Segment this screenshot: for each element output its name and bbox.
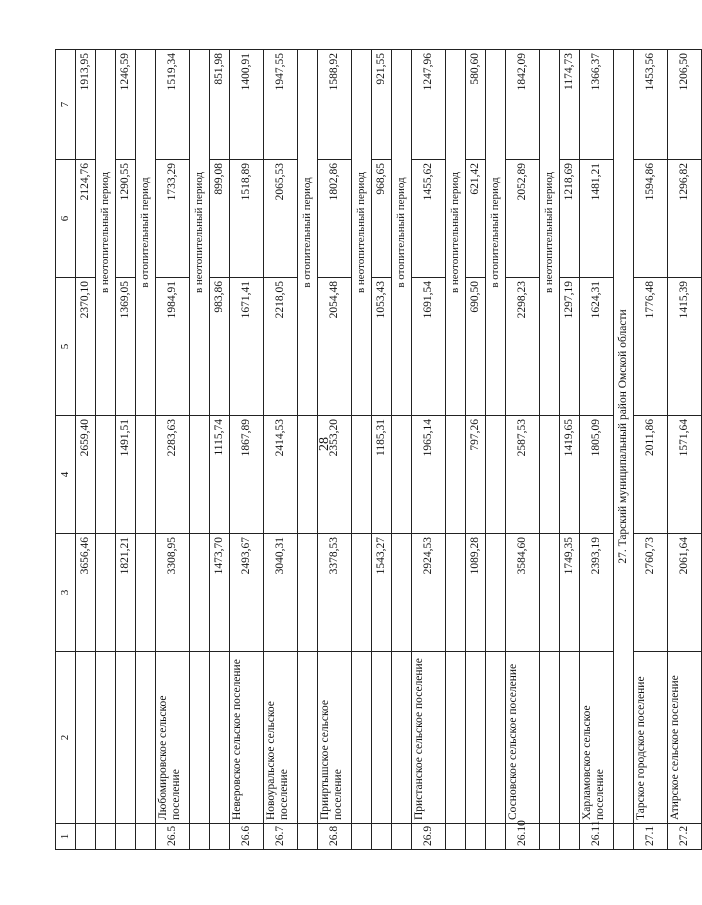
value-cell: 983,86 xyxy=(210,278,230,416)
row-number-cell xyxy=(136,824,156,850)
settlement-name-cell xyxy=(298,652,318,824)
value-cell xyxy=(298,534,318,652)
value-cell: 1571,64 xyxy=(668,416,702,534)
value-cell: 2298,23 xyxy=(506,278,540,416)
settlement-name-cell xyxy=(392,652,412,824)
period-row xyxy=(486,50,506,850)
settlement-name-cell xyxy=(116,652,136,824)
period-label-cell: в отопительный период xyxy=(136,50,156,416)
table-header-row xyxy=(56,50,76,850)
table-row xyxy=(506,50,540,850)
period-row xyxy=(136,50,156,850)
settlement-name-cell: Пристанское сельское поселение xyxy=(412,652,446,824)
value-cell xyxy=(136,416,156,534)
row-number-cell xyxy=(116,824,136,850)
value-cell: 797,26 xyxy=(466,416,486,534)
period-row xyxy=(446,50,466,850)
region-row xyxy=(614,50,634,850)
value-cell xyxy=(96,416,116,534)
row-number-cell xyxy=(486,824,506,850)
settlement-name-cell xyxy=(560,652,580,824)
row-number-cell: 27.2 xyxy=(668,824,702,850)
settlement-name-cell: Прииртышское сельское поселение xyxy=(318,652,352,824)
value-cell: 1776,48 xyxy=(634,278,668,416)
value-cell: 2760,73 xyxy=(634,534,668,652)
header-cell: 7 xyxy=(56,50,76,160)
value-cell: 3308,95 xyxy=(156,534,190,652)
table-row xyxy=(580,50,614,850)
table-row xyxy=(116,50,136,850)
settlement-name-cell xyxy=(540,652,560,824)
row-number-cell xyxy=(446,824,466,850)
value-cell: 1115,74 xyxy=(210,416,230,534)
settlement-name-cell: Тарское городское поселение xyxy=(634,652,668,824)
value-cell: 3378,53 xyxy=(318,534,352,652)
value-cell: 1821,21 xyxy=(116,534,136,652)
value-cell: 2065,53 xyxy=(264,160,298,278)
row-number-cell: 26.7 xyxy=(264,824,298,850)
value-cell: 2414,53 xyxy=(264,416,298,534)
value-cell: 1290,55 xyxy=(116,160,136,278)
value-cell: 1733,29 xyxy=(156,160,190,278)
table-row xyxy=(412,50,446,850)
row-number-cell xyxy=(352,824,372,850)
settlement-name-cell xyxy=(466,652,486,824)
value-cell: 1691,54 xyxy=(412,278,446,416)
period-label-cell: в отопительный период xyxy=(298,50,318,416)
region-title-cell: 27. Тарский муниципальный район Омской области xyxy=(614,50,634,824)
value-cell: 2052,89 xyxy=(506,160,540,278)
value-cell: 3584,60 xyxy=(506,534,540,652)
row-number-cell xyxy=(190,824,210,850)
row-number-cell xyxy=(210,824,230,850)
settlement-name-cell xyxy=(352,652,372,824)
header-cell: 5 xyxy=(56,278,76,416)
row-number-cell: 26.11 xyxy=(580,824,614,850)
value-cell xyxy=(486,416,506,534)
value-cell: 2924,53 xyxy=(412,534,446,652)
value-cell: 1984,91 xyxy=(156,278,190,416)
row-number-cell xyxy=(372,824,392,850)
settlement-name-cell: Любомировское сельское поселение xyxy=(156,652,190,824)
table-row xyxy=(230,50,264,850)
settlement-name-cell xyxy=(210,652,230,824)
settlement-name-cell xyxy=(190,652,210,824)
value-cell: 851,98 xyxy=(210,50,230,160)
value-cell: 1297,19 xyxy=(560,278,580,416)
table-row xyxy=(372,50,392,850)
value-cell: 2218,05 xyxy=(264,278,298,416)
row-number-cell: 27.1 xyxy=(634,824,668,850)
value-cell: 1247,96 xyxy=(412,50,446,160)
value-cell: 1455,62 xyxy=(412,160,446,278)
value-cell: 2061,64 xyxy=(668,534,702,652)
value-cell: 1947,55 xyxy=(264,50,298,160)
page-number: 28 xyxy=(317,437,332,451)
period-row xyxy=(392,50,412,850)
row-number-cell xyxy=(614,824,634,850)
table-row xyxy=(264,50,298,850)
settlement-name-cell xyxy=(96,652,116,824)
value-cell: 1491,51 xyxy=(116,416,136,534)
period-row xyxy=(190,50,210,850)
period-label-cell: в неотопительный период xyxy=(190,50,210,416)
table-row xyxy=(466,50,486,850)
settlement-name-cell xyxy=(136,652,156,824)
settlement-name-cell: Новоуральское сельское поселение xyxy=(264,652,298,824)
value-cell: 1867,89 xyxy=(230,416,264,534)
value-cell: 1588,92 xyxy=(318,50,352,160)
table-row xyxy=(634,50,668,850)
row-number-cell: 26.9 xyxy=(412,824,446,850)
value-cell: 2283,63 xyxy=(156,416,190,534)
row-number-cell xyxy=(76,824,96,850)
period-label-cell: в неотопительный период xyxy=(96,50,116,416)
value-cell: 2124,76 xyxy=(76,160,96,278)
value-cell: 1246,59 xyxy=(116,50,136,160)
value-cell: 1089,28 xyxy=(466,534,486,652)
value-cell: 1802,86 xyxy=(318,160,352,278)
value-cell: 2659,40 xyxy=(76,416,96,534)
value-cell xyxy=(486,534,506,652)
value-cell: 1369,05 xyxy=(116,278,136,416)
settlement-name-cell xyxy=(486,652,506,824)
value-cell xyxy=(352,534,372,652)
value-cell: 1366,37 xyxy=(580,50,614,160)
row-number-cell xyxy=(560,824,580,850)
value-cell: 2370,10 xyxy=(76,278,96,416)
value-cell: 2054,48 xyxy=(318,278,352,416)
value-cell: 1453,56 xyxy=(634,50,668,160)
value-cell: 1913,95 xyxy=(76,50,96,160)
value-cell xyxy=(190,416,210,534)
value-cell: 3040,31 xyxy=(264,534,298,652)
value-cell: 1624,31 xyxy=(580,278,614,416)
header-cell: 6 xyxy=(56,160,76,278)
period-row xyxy=(298,50,318,850)
settlement-name-cell xyxy=(76,652,96,824)
value-cell: 1415,39 xyxy=(668,278,702,416)
period-label-cell: в отопительный период xyxy=(486,50,506,416)
table-row xyxy=(210,50,230,850)
row-number-cell xyxy=(96,824,116,850)
value-cell: 2353,20 xyxy=(318,416,352,534)
value-cell xyxy=(392,416,412,534)
tariff-table xyxy=(55,49,702,850)
header-cell: 1 xyxy=(56,824,76,850)
value-cell xyxy=(190,534,210,652)
value-cell: 1805,09 xyxy=(580,416,614,534)
value-cell: 921,55 xyxy=(372,50,392,160)
value-cell: 621,42 xyxy=(466,160,486,278)
value-cell xyxy=(446,416,466,534)
table-row xyxy=(318,50,352,850)
value-cell: 1518,89 xyxy=(230,160,264,278)
row-number-cell xyxy=(540,824,560,850)
table-row xyxy=(560,50,580,850)
value-cell: 968,65 xyxy=(372,160,392,278)
value-cell: 1053,43 xyxy=(372,278,392,416)
value-cell xyxy=(96,534,116,652)
rotated-table-wrapper xyxy=(55,50,690,850)
settlement-name-cell: Сосновское сельское поселение xyxy=(506,652,540,824)
row-number-cell: 26.10 xyxy=(506,824,540,850)
value-cell: 2011,86 xyxy=(634,416,668,534)
settlement-name-cell xyxy=(446,652,466,824)
settlement-name-cell: Неверовское сельское поселение xyxy=(230,652,264,824)
period-row xyxy=(96,50,116,850)
value-cell: 2493,67 xyxy=(230,534,264,652)
value-cell: 1481,21 xyxy=(580,160,614,278)
value-cell xyxy=(446,534,466,652)
period-label-cell: в неотопительный период xyxy=(352,50,372,416)
row-number-cell xyxy=(392,824,412,850)
value-cell: 1206,50 xyxy=(668,50,702,160)
settlement-name-cell xyxy=(372,652,392,824)
value-cell: 1519,34 xyxy=(156,50,190,160)
value-cell xyxy=(540,416,560,534)
value-cell: 1400,91 xyxy=(230,50,264,160)
value-cell xyxy=(540,534,560,652)
value-cell: 1594,86 xyxy=(634,160,668,278)
period-label-cell: в неотопительный период xyxy=(540,50,560,416)
table-row xyxy=(668,50,702,850)
value-cell: 1473,70 xyxy=(210,534,230,652)
header-cell: 2 xyxy=(56,652,76,824)
value-cell xyxy=(136,534,156,652)
value-cell xyxy=(298,416,318,534)
row-number-cell: 26.6 xyxy=(230,824,264,850)
period-label-cell: в отопительный период xyxy=(392,50,412,416)
row-number-cell: 26.5 xyxy=(156,824,190,850)
value-cell xyxy=(352,416,372,534)
header-cell: 4 xyxy=(56,416,76,534)
value-cell: 1842,09 xyxy=(506,50,540,160)
value-cell: 1543,27 xyxy=(372,534,392,652)
value-cell: 2393,19 xyxy=(580,534,614,652)
value-cell: 3656,46 xyxy=(76,534,96,652)
value-cell: 1185,31 xyxy=(372,416,392,534)
row-number-cell: 26.8 xyxy=(318,824,352,850)
header-cell: 3 xyxy=(56,534,76,652)
settlement-name-cell: Харламовское сельское поселение xyxy=(580,652,614,824)
value-cell: 1671,41 xyxy=(230,278,264,416)
row-number-cell xyxy=(298,824,318,850)
value-cell: 1749,35 xyxy=(560,534,580,652)
value-cell: 1965,14 xyxy=(412,416,446,534)
value-cell: 580,60 xyxy=(466,50,486,160)
value-cell: 1419,65 xyxy=(560,416,580,534)
value-cell: 690,50 xyxy=(466,278,486,416)
value-cell: 1218,69 xyxy=(560,160,580,278)
settlement-name-cell: Атирское сельское поселение xyxy=(668,652,702,824)
period-label-cell: в неотопительный период xyxy=(446,50,466,416)
value-cell: 2587,53 xyxy=(506,416,540,534)
value-cell: 1296,82 xyxy=(668,160,702,278)
value-cell: 1174,73 xyxy=(560,50,580,160)
value-cell xyxy=(392,534,412,652)
period-row xyxy=(540,50,560,850)
table-row xyxy=(156,50,190,850)
period-row xyxy=(352,50,372,850)
row-number-cell xyxy=(466,824,486,850)
value-cell: 899,08 xyxy=(210,160,230,278)
table-row xyxy=(76,50,96,850)
